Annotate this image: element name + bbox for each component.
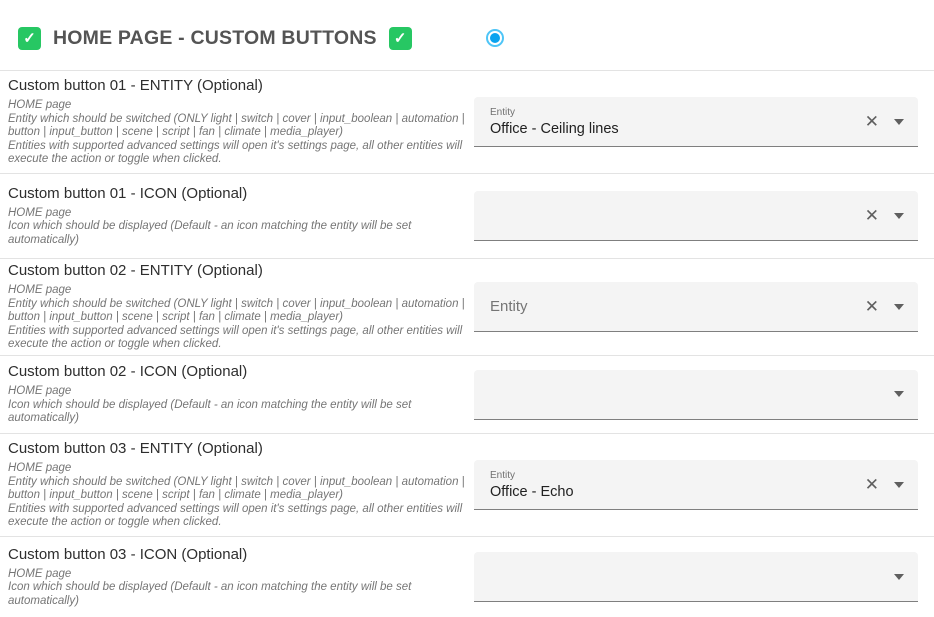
section-title: Custom button 02 - ENTITY (Optional)	[8, 262, 263, 280]
description-line: HOME page	[8, 462, 72, 475]
check-icon	[18, 27, 41, 50]
description-line: Entity which should be switched (ONLY light | switch | cover | input_boolean | automation | button | input_button | scene | script | fan | climate | media_player)	[8, 297, 465, 324]
section-text	[8, 363, 474, 426]
icon-select-button-01[interactable]	[474, 191, 918, 241]
section-text	[8, 262, 474, 352]
field-label: Entity	[490, 106, 516, 118]
section-custom-button-01-icon	[0, 173, 934, 258]
section-description	[8, 284, 468, 352]
section-description	[8, 99, 468, 167]
field-text	[490, 107, 865, 137]
icon-select-button-02[interactable]	[474, 370, 918, 420]
field-value: Office - Ceiling lines	[490, 120, 619, 137]
description-line: HOME page	[8, 99, 72, 112]
entity-select-button-02[interactable]	[474, 282, 918, 332]
chevron-down-icon[interactable]	[894, 391, 904, 397]
section-text	[8, 546, 474, 609]
field-value: Office - Echo	[490, 483, 574, 500]
clear-icon[interactable]: ✕	[864, 206, 879, 225]
entity-select-button-01[interactable]	[474, 97, 918, 147]
section-title: Custom button 03 - ENTITY (Optional)	[8, 440, 263, 458]
section-text	[8, 77, 474, 167]
entity-select-button-03[interactable]	[474, 460, 918, 510]
description-line: Entity which should be switched (ONLY light | switch | cover | input_boolean | automation | button | input_button | scene | script | fan | climate | media_player)	[8, 112, 465, 139]
description-line: Entity which should be switched (ONLY light | switch | cover | input_boolean | automation | button | input_button | scene | script | fan | climate | media_player)	[8, 475, 465, 502]
radio-dot	[490, 33, 500, 43]
section-title: Custom button 03 - ICON (Optional)	[8, 545, 248, 563]
field-text	[490, 470, 865, 500]
chevron-down-icon[interactable]	[894, 304, 904, 310]
section-custom-button-03-icon	[0, 536, 934, 617]
chevron-down-icon[interactable]	[894, 574, 904, 580]
description-line: Icon which should be displayed (Default - an icon matching the entity will be set automatically)	[8, 581, 412, 607]
check-icon	[389, 27, 412, 50]
section-title: Custom button 02 - ICON (Optional)	[8, 363, 248, 381]
field-text	[490, 298, 865, 315]
icon-select-button-03[interactable]	[474, 552, 918, 602]
section-custom-button-02-icon	[0, 355, 934, 433]
chevron-down-icon[interactable]	[894, 213, 904, 219]
section-title: Custom button 01 - ICON (Optional)	[8, 184, 248, 202]
section-title: Custom button 01 - ENTITY (Optional)	[8, 77, 263, 95]
description-line: Icon which should be displayed (Default - an icon matching the entity will be set automatically)	[8, 220, 412, 246]
field-label: Entity	[490, 469, 516, 481]
description-line: Entities with supported advanced settings will open it's settings page, all other entities will execute the action or toggle when clicked.	[8, 139, 463, 166]
description-line: HOME page	[8, 385, 72, 398]
check-glyph: ✓	[393, 29, 407, 47]
description-line: Entities with supported advanced settings will open it's settings page, all other entities will execute the action or toggle when clicked.	[8, 324, 463, 351]
section-description	[8, 207, 468, 248]
section-description	[8, 462, 468, 530]
chevron-down-icon[interactable]	[894, 119, 904, 125]
clear-icon[interactable]: ✕	[864, 112, 879, 131]
clear-icon[interactable]: ✕	[864, 297, 879, 316]
section-custom-button-02-entity	[0, 258, 934, 355]
radio-button-selected[interactable]	[486, 29, 504, 47]
section-custom-button-01-entity	[0, 70, 934, 173]
page-header	[0, 0, 934, 70]
description-line: HOME page	[8, 206, 72, 219]
page-title: HOME PAGE - CUSTOM BUTTONS	[53, 26, 377, 49]
description-line: Entities with supported advanced settings will open it's settings page, all other entities will execute the action or toggle when clicked.	[8, 502, 463, 529]
section-text	[8, 185, 474, 248]
section-text	[8, 440, 474, 530]
field-placeholder: Entity	[490, 298, 528, 315]
check-glyph: ✓	[23, 29, 36, 47]
section-description	[8, 385, 468, 426]
section-custom-button-03-entity	[0, 433, 934, 536]
description-line: HOME page	[8, 284, 72, 297]
section-description	[8, 568, 468, 609]
clear-icon[interactable]: ✕	[864, 475, 879, 494]
description-line: HOME page	[8, 567, 72, 580]
description-line: Icon which should be displayed (Default - an icon matching the entity will be set automatically)	[8, 398, 412, 425]
chevron-down-icon[interactable]	[894, 482, 904, 488]
